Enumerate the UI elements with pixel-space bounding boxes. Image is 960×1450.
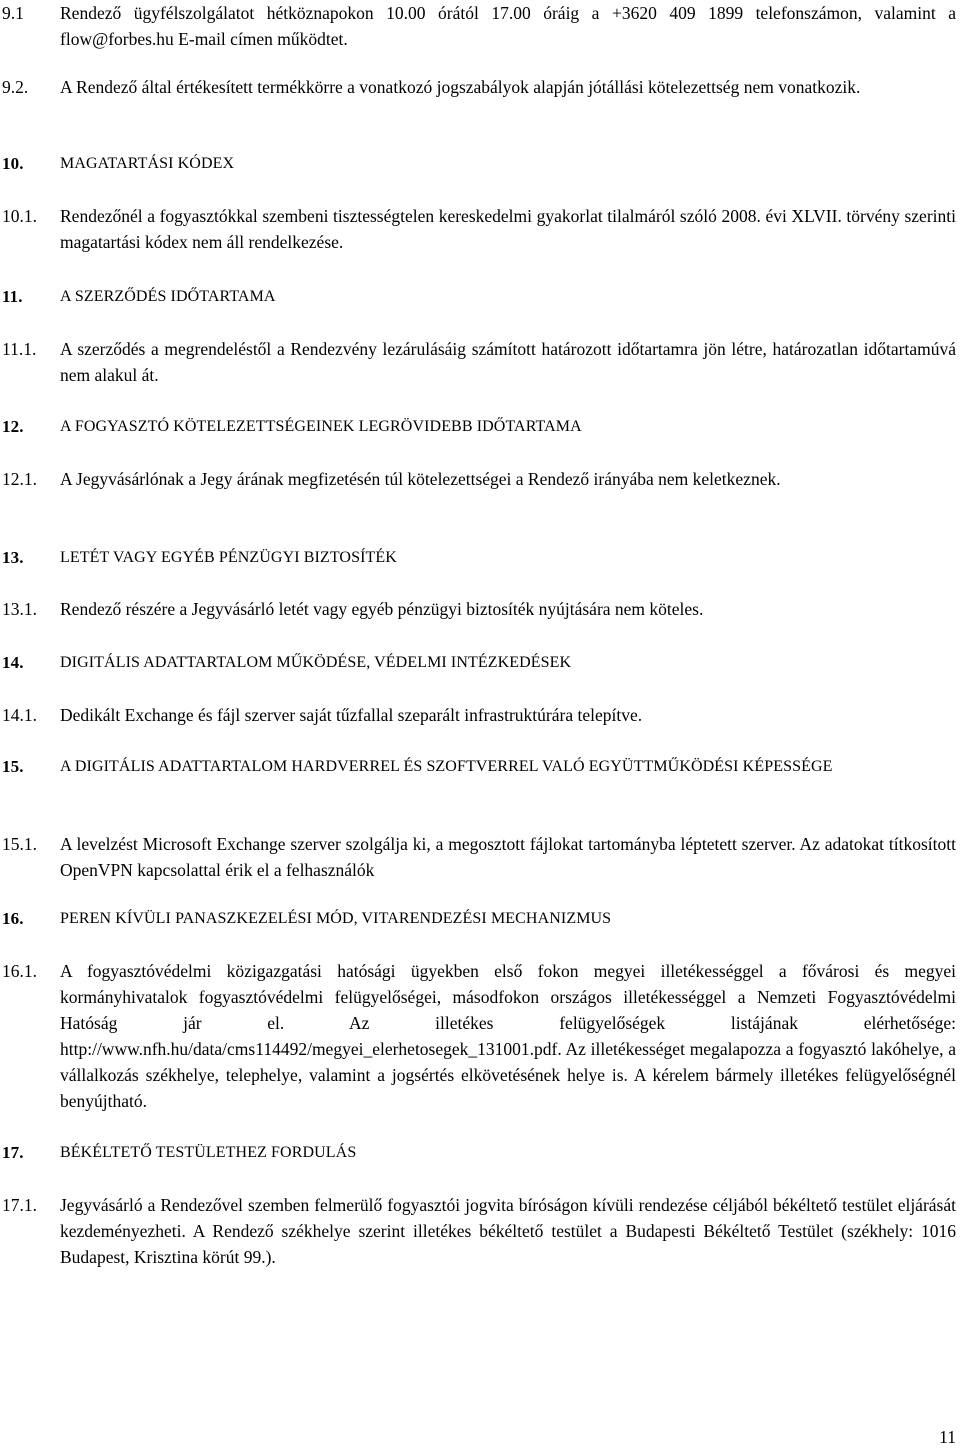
section-number: 10.1. — [2, 206, 37, 226]
heading-16 — [2, 906, 956, 932]
section-text: Dedikált Exchange és fájl szerver saját tűzfallal szeparált infrastruktúrára telepítve. — [60, 705, 643, 725]
heading-14 — [2, 650, 956, 676]
section-14-1 — [2, 702, 956, 728]
section-number: 14.1. — [2, 705, 37, 725]
section-number: 9.1 — [2, 3, 24, 23]
section-11-1 — [2, 336, 956, 388]
heading-number: 11. — [2, 287, 23, 306]
heading-title: MAGATARTÁSI KÓDEX — [60, 155, 235, 172]
section-12-1 — [2, 466, 956, 492]
heading-17 — [2, 1140, 956, 1166]
section-17-1 — [2, 1192, 956, 1270]
page-number: 11 — [939, 1427, 956, 1447]
heading-12 — [2, 414, 956, 440]
heading-title: A FOGYASZTÓ KÖTELEZETTSÉGEINEK LEGRÖVIDEBB IDŐTARTAMA — [60, 418, 582, 435]
heading-11 — [2, 284, 956, 310]
heading-title: DIGITÁLIS ADATTARTALOM MŰKÖDÉSE, VÉDELMI INTÉZKEDÉSEK — [60, 654, 572, 671]
heading-15 — [2, 754, 956, 780]
heading-number: 13. — [2, 548, 24, 567]
heading-title: PEREN KÍVÜLI PANASZKEZELÉSI MÓD, VITARENDEZÉSI MECHANIZMUS — [60, 910, 612, 927]
heading-13 — [2, 545, 956, 571]
section-text: A szerződés a megrendeléstől a Rendezvény lezárulásáig számított határozott időtartamra jön létre, határozatlan időtartamúvá nem alakul át. — [60, 339, 956, 385]
section-10-1 — [2, 203, 956, 255]
section-number: 9.2. — [2, 77, 29, 97]
heading-number: 14. — [2, 653, 24, 672]
heading-title: LETÉT VAGY EGYÉB PÉNZÜGYI BIZTOSÍTÉK — [60, 549, 397, 566]
section-text: Rendező részére a Jegyvásárló letét vagy egyéb pénzügyi biztosíték nyújtására nem köteles. — [60, 599, 704, 619]
heading-number: 15. — [2, 757, 24, 776]
heading-number: 17. — [2, 1143, 24, 1162]
heading-number: 10. — [2, 154, 24, 173]
section-number: 15.1. — [2, 834, 37, 854]
section-text: A Rendező által értékesített termékkörre a vonatkozó jogszabályok alapján jótállási kötelezettség nem vonatkozik. — [60, 77, 861, 97]
heading-title: A SZERZŐDÉS IDŐTARTAMA — [60, 288, 276, 305]
section-number: 13.1. — [2, 599, 37, 619]
section-text: A levelzést Microsoft Exchange szerver szolgálja ki, a megosztott fájlokat tartományba léptetett szerver. Az adatokat títkosított OpenVPN kapcsolattal érik el a felhasználók — [60, 834, 956, 880]
heading-10 — [2, 151, 956, 177]
section-16-1 — [2, 958, 956, 1114]
heading-number: 12. — [2, 417, 24, 436]
section-15-1 — [2, 831, 956, 883]
section-13-1 — [2, 596, 956, 622]
section-text: Jegyvásárló a Rendezővel szemben felmerülő fogyasztói jogvita bíróságon kívüli rendezése céljából békéltető testület eljárását kezdeményezheti. A Rendező székhelye szerint illetékes békéltető testület a Budapesti Békéltető Testület (székhely: 1016 Budapest, Krisztina körút 99.). — [60, 1195, 956, 1267]
heading-number: 16. — [2, 909, 24, 928]
section-text: A Jegyvásárlónak a Jegy árának megfizetésén túl kötelezettségei a Rendező irányába nem keletkeznek. — [60, 469, 781, 489]
section-9-1 — [2, 0, 956, 52]
section-number: 16.1. — [2, 961, 37, 981]
section-text: Rendezőnél a fogyasztókkal szembeni tisztességtelen kereskedelmi gyakorlat tilalmáról szóló 2008. évi XLVII. törvény szerinti magatartási kódex nem áll rendelkezése. — [60, 206, 956, 252]
section-9-2 — [2, 74, 956, 100]
heading-title: BÉKÉLTETŐ TESTÜLETHEZ FORDULÁS — [60, 1144, 357, 1161]
section-number: 17.1. — [2, 1195, 37, 1215]
section-text: A fogyasztóvédelmi közigazgatási hatósági ügyekben első fokon megyei illetékességgel a fővárosi és megyei kormányhivatalok fogyasztóvédelmi felügyelőségei, másodfokon országos illetékességgel a Nemzeti Fogyasztóvédelmi Hatóság jár el. Az illetékes felügyelőségek listájának elérhetősége: http://www.nfh.hu/data/cms114492/megyei_elerhetosegek_131001.pdf. Az illetékességet megalapozza a fogyasztó lakóhelye, a vállalkozás székhelye, telephelye, valamint a jogsértés elkövetésének helye is. A kérelem bármely illetékes felügyelőségnél benyújtható. — [60, 961, 956, 1111]
section-text: Rendező ügyfélszolgálatot hétköznapokon 10.00 órától 17.00 óráig a +3620 409 1899 telefonszámon, valamint a flow@forbes.hu E-mail címen működtet. — [60, 3, 956, 49]
section-number: 12.1. — [2, 469, 37, 489]
section-number: 11.1. — [2, 339, 37, 359]
heading-title: A DIGITÁLIS ADATTARTALOM HARDVERREL ÉS SZOFTVERREL VALÓ EGYÜTTMŰKÖDÉSI KÉPESSÉGE — [60, 758, 833, 775]
